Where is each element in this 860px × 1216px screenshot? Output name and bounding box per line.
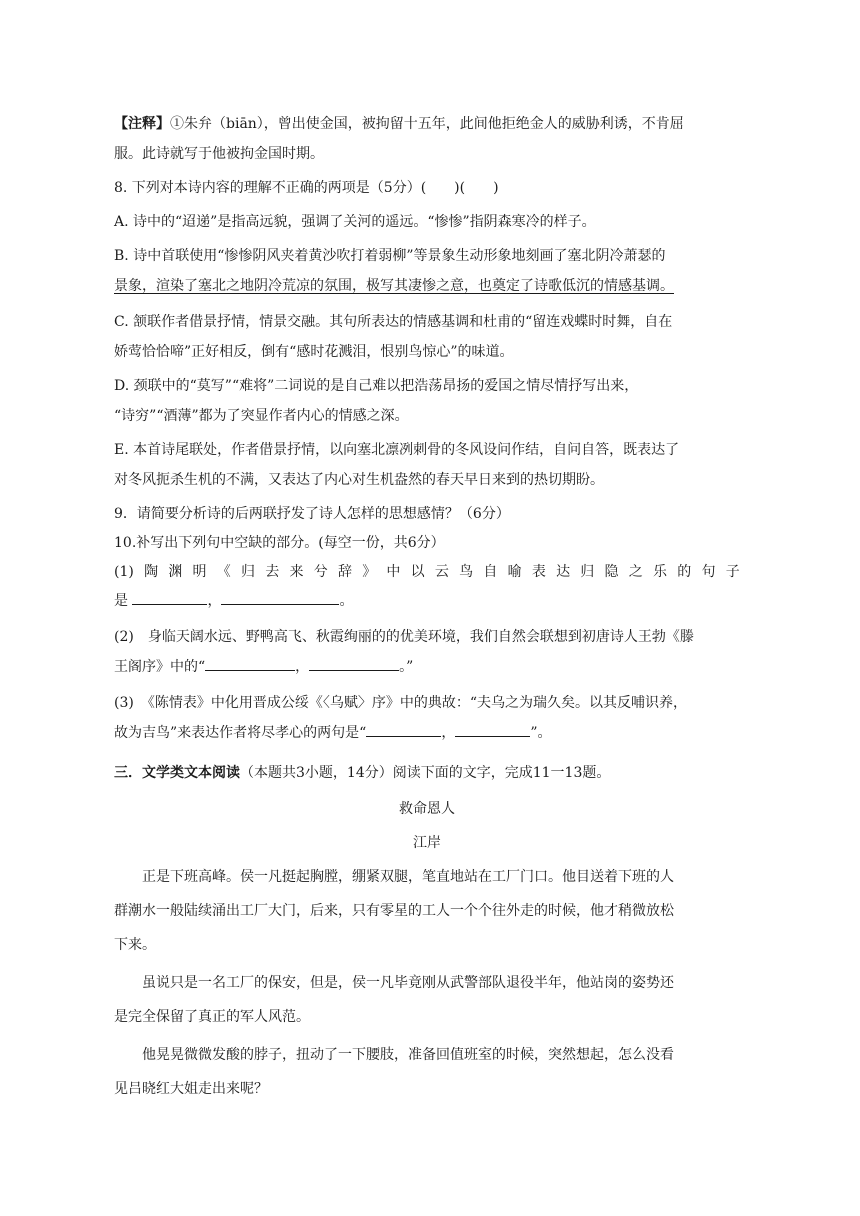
story-paragraph-1-line-2: 群潮水一般陆续涌出工厂大门，后来，只有零星的工人一个个往外走的时候，他才稍微放松 [114,903,674,919]
question-8-option-e-line-2: 对冬风扼杀生机的不满，又表达了内心对生机盎然的春天早日来到的热切期盼。 [114,472,604,488]
story-paragraph-1-line-1: 正是下班高峰。侯一凡挺起胸膛，绷紧双腿，笔直地站在工厂门口。他目送着下班的人 [142,869,674,885]
story-paragraph-3-line-1: 他晃晃微微发酸的脖子，扭动了一下腰肢，准备回值班室的时候，突然想起，怎么没看 [142,1047,674,1063]
question-8-stem: 8. 下列对本诗内容的理解不正确的两项是（5分）( )( ) [114,180,499,196]
document-content [114,109,740,1104]
note-line-2: 服。此诗就写于他被拘金国时期。 [114,146,324,162]
note-line-1: 【注释】①朱弁（biān），曾出使金国，被拘留十五年，此间他拒绝金人的威胁利诱，不肯屈 [114,116,684,132]
question-8-option-b-line-2: 景象，渲染了塞北之地阴冷荒凉的氛围，极写其凄惨之意，也奠定了诗歌低沉的情感基调。 [114,278,674,294]
question-10-item-2-line-2: 王阁序》中的“ ， 。” [114,652,740,682]
question-10-item-1-line-2: 是 ， 。 [114,587,740,616]
question-10-item-1-line-1: (1) 陶 渊 明 《 归 去 来 兮 辞 》 中 以 云 鸟 自 喻 表 达 归 隐 之 乐 的 句 子 [114,564,740,580]
answer-blank[interactable] [366,722,441,737]
question-8-option-a: A. 诗中的“迢递”是指高远貌，强调了关河的遥远。“惨惨”指阴森寒冷的样子。 [114,214,596,230]
question-8-option-d-line-1: D. 颈联中的“莫写”“难将”二词说的是自己难以把浩荡昂扬的爱国之情尽情抒写出来， [114,378,639,394]
answer-blank[interactable] [205,656,295,671]
question-9: 9．请简要分析诗的后两联抒发了诗人怎样的思想感情？（6分） [114,506,510,522]
story-paragraph-2-line-2: 是完全保留了真正的军人风范。 [114,1009,310,1025]
story-paragraph-2-line-1: 虽说只是一名工厂的保安，但是，侯一凡毕竟刚从武警部队退役半年，他站岗的姿势还 [142,975,674,991]
question-8-option-b-line-1: B. 诗中首联使用“惨惨阴风夹着黄沙吹打着弱柳”等景象生动形象地刻画了塞北阴冷萧瑟的 [114,248,666,264]
story-author: 江岸 [413,835,441,851]
story-title: 救命恩人 [399,801,455,817]
question-10-stem: 10.补写出下列句中空缺的部分。(每空一份，共6分） [114,535,445,551]
question-8-option-c-line-1: C. 颔联作者借景抒情，情景交融。其句所表达的情感基调和杜甫的“留连戏蝶时时舞，自在 [114,314,673,330]
answer-blank[interactable] [221,590,339,605]
question-10-item-3-line-1: (3) 《陈情表》中化用晋成公绥《〈乌赋〉序》中的典故：“夫乌之为瑞久矣。以其反哺识养， [114,695,687,711]
answer-blank[interactable] [455,722,530,737]
story-paragraph-1-line-3: 下来。 [114,937,156,953]
question-8-option-d-line-2: “诗穷”“酒薄”都为了突显作者内心的情感之深。 [114,408,409,424]
story-paragraph-3-line-2: 见吕晓红大姐走出来呢？ [114,1081,268,1097]
question-8-option-c-line-2: 娇莺恰恰啼”正好相反，倒有“感时花溅泪，恨别鸟惊心”的味道。 [114,344,514,360]
section-3-heading: 三．文学类文本阅读（本题共3小题，14分）阅读下面的文字，完成11一13题。 [114,765,611,781]
answer-blank[interactable] [309,656,399,671]
answer-blank[interactable] [132,590,207,605]
question-8-option-e-line-1: E. 本首诗尾联处，作者借景抒情，以向塞北凛冽刺骨的冬风设问作结，自问自答，既表达了 [114,442,680,458]
question-10-item-2-line-1: (2) 身临天阔水远、野鸭高飞、秋霞绚丽的的优美环境，我们自然会联想到初唐诗人王勃《滕 [114,629,694,645]
question-10-item-3-line-2: 故为吉鸟”来表达作者将尽孝心的两句是“ ， ”。 [114,718,740,748]
note-label: 【注释】 [114,116,170,132]
